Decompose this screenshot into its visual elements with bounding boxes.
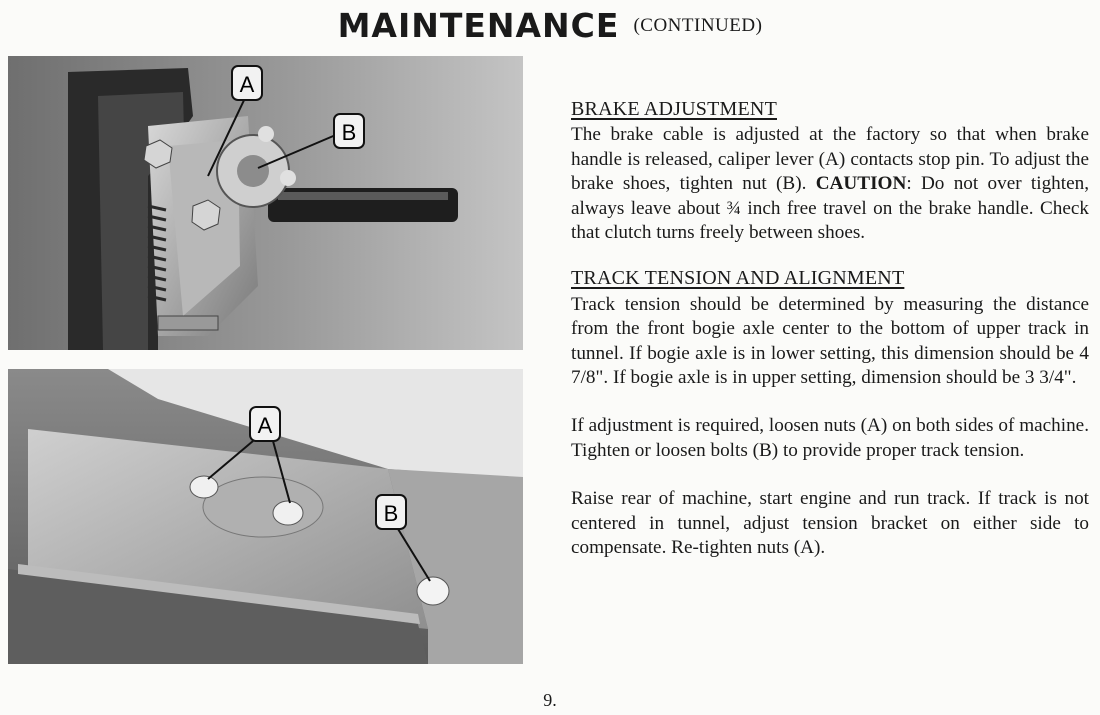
caution-label: CAUTION: [815, 173, 907, 195]
page-title: [0, 6, 1100, 45]
brake-adjustment-heading: BRAKE ADJUSTMENT: [571, 98, 777, 120]
callout-a-label: A: [257, 413, 273, 438]
brake-adjustment-paragraph: [571, 123, 1089, 245]
brake-text-part-1: The brake cable is adjusted at the factory so that when brake handle is released, caliper lever (A) contacts stop pin. To adjust the brake shoes, tighten nut (B).: [571, 124, 1089, 195]
track-paragraph-1: Track tension should be determined by measuring the distance from the front bogie axle center to the bottom of upper track in tunnel. If bogie axle is in lower setting, this dimension should be 4 7/8". If bogie axle is in upper setting, dimension should be 3 3/4".: [571, 293, 1089, 389]
track-photo: [8, 369, 523, 664]
track-paragraph-3: Raise rear of machine, start engine and run track. If track is not centered in tunnel, adjust tension bracket on either side to compensate. Re-tighten nuts (A).: [571, 488, 1089, 559]
callout-b-label: B: [383, 501, 399, 526]
brake-photo: [8, 56, 523, 350]
track-tension-heading: TRACK TENSION AND ALIGNMENT: [571, 267, 905, 290]
track-photo-image: [8, 369, 523, 664]
callout-a-label: A: [239, 72, 255, 97]
title-subtitle: (CONTINUED): [633, 14, 763, 36]
title-main: MAINTENANCE: [337, 6, 620, 45]
callout-b-label: B: [341, 120, 357, 145]
page-number: 9.: [543, 690, 557, 710]
brake-photo-image: [8, 56, 523, 350]
text-column: [571, 97, 1089, 561]
brake-text-part-2: : Do not over tighten, always leave about ¾ inch free travel on the brake handle. Check that clutch turns freely between shoes.: [571, 173, 1089, 244]
track-paragraph-2: If adjustment is required, loosen nuts (A) on both sides of machine. Tighten or loosen bolts (B) to provide proper track tension.: [571, 415, 1089, 461]
